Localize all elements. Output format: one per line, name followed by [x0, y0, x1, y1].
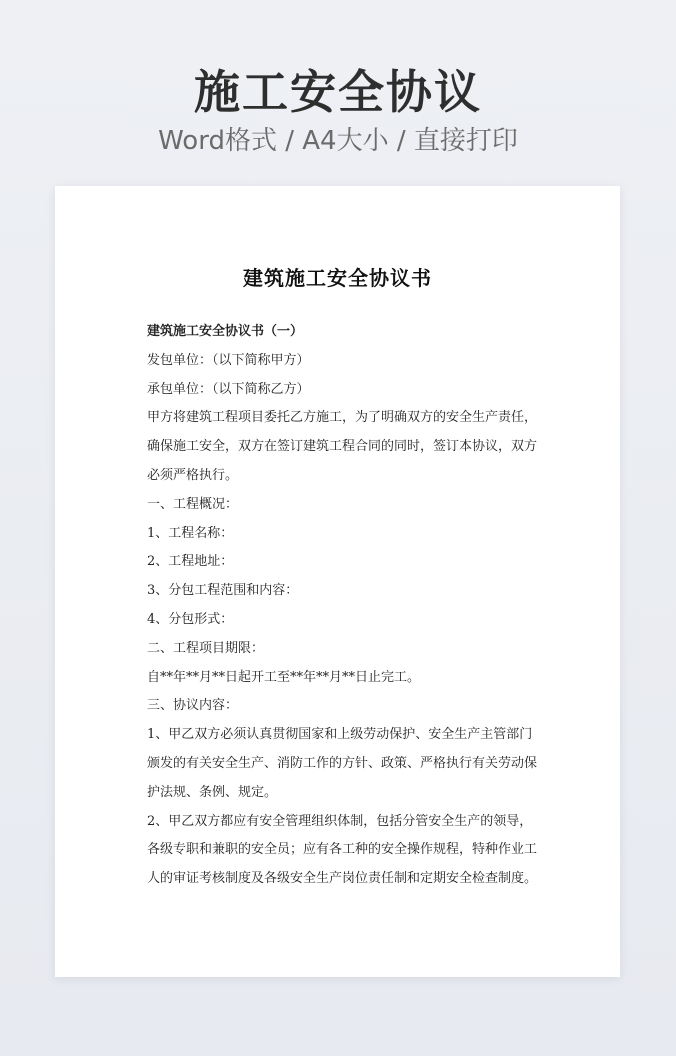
banner-subtitle: Word格式 / A4大小 / 直接打印 — [158, 126, 518, 156]
banner-title: 施工安全协议 — [194, 65, 482, 119]
document-line: 发包单位：（以下简称甲方） — [147, 352, 310, 368]
document-line: 确保施工安全，双方在签订建筑工程合同的同时，签订本协议，双方 — [147, 439, 538, 455]
document-line: 各级专职和兼职的安全员；应有各工种的安全操作规程，特种作业工 — [147, 842, 538, 858]
document-line: 承包单位：（以下简称乙方） — [147, 381, 310, 397]
document-line: 护法规、条例、规定。 — [147, 784, 278, 800]
document-title: 建筑施工安全协议书 — [243, 266, 432, 290]
banner — [0, 62, 676, 158]
document-page — [55, 186, 620, 977]
document-line: 一、工程概况： — [147, 496, 239, 512]
document-line: 二、工程项目期限： — [147, 640, 265, 656]
document-line: 自**年**月**日起开工至**年**月**日止完工。 — [147, 669, 421, 685]
section-heading: 建筑施工安全协议书（一） — [147, 324, 304, 339]
document-line: 颁发的有关安全生产、消防工作的方针、政策、严格执行有关劳动保 — [147, 755, 538, 771]
document-line: 1、工程名称： — [147, 525, 234, 541]
document-line: 3、分包工程范围和内容： — [147, 583, 299, 599]
document-body — [147, 318, 537, 894]
document-line: 甲方将建筑工程项目委托乙方施工，为了明确双方的安全生产责任， — [147, 410, 538, 426]
document-line: 人的审证考核制度及各级安全生产岗位责任制和定期安全检查制度。 — [147, 871, 538, 887]
document-line: 必须严格执行。 — [147, 467, 239, 483]
document-line: 2、工程地址： — [147, 554, 234, 570]
document-line: 4、分包形式： — [147, 611, 234, 627]
document-line: 1、甲乙双方必须认真贯彻国家和上级劳动保护、安全生产主管部门 — [147, 727, 533, 743]
document-line: 三、协议内容： — [147, 698, 239, 714]
document-line: 2、甲乙双方都应有安全管理组织体制，包括分管安全生产的领导， — [147, 813, 533, 829]
